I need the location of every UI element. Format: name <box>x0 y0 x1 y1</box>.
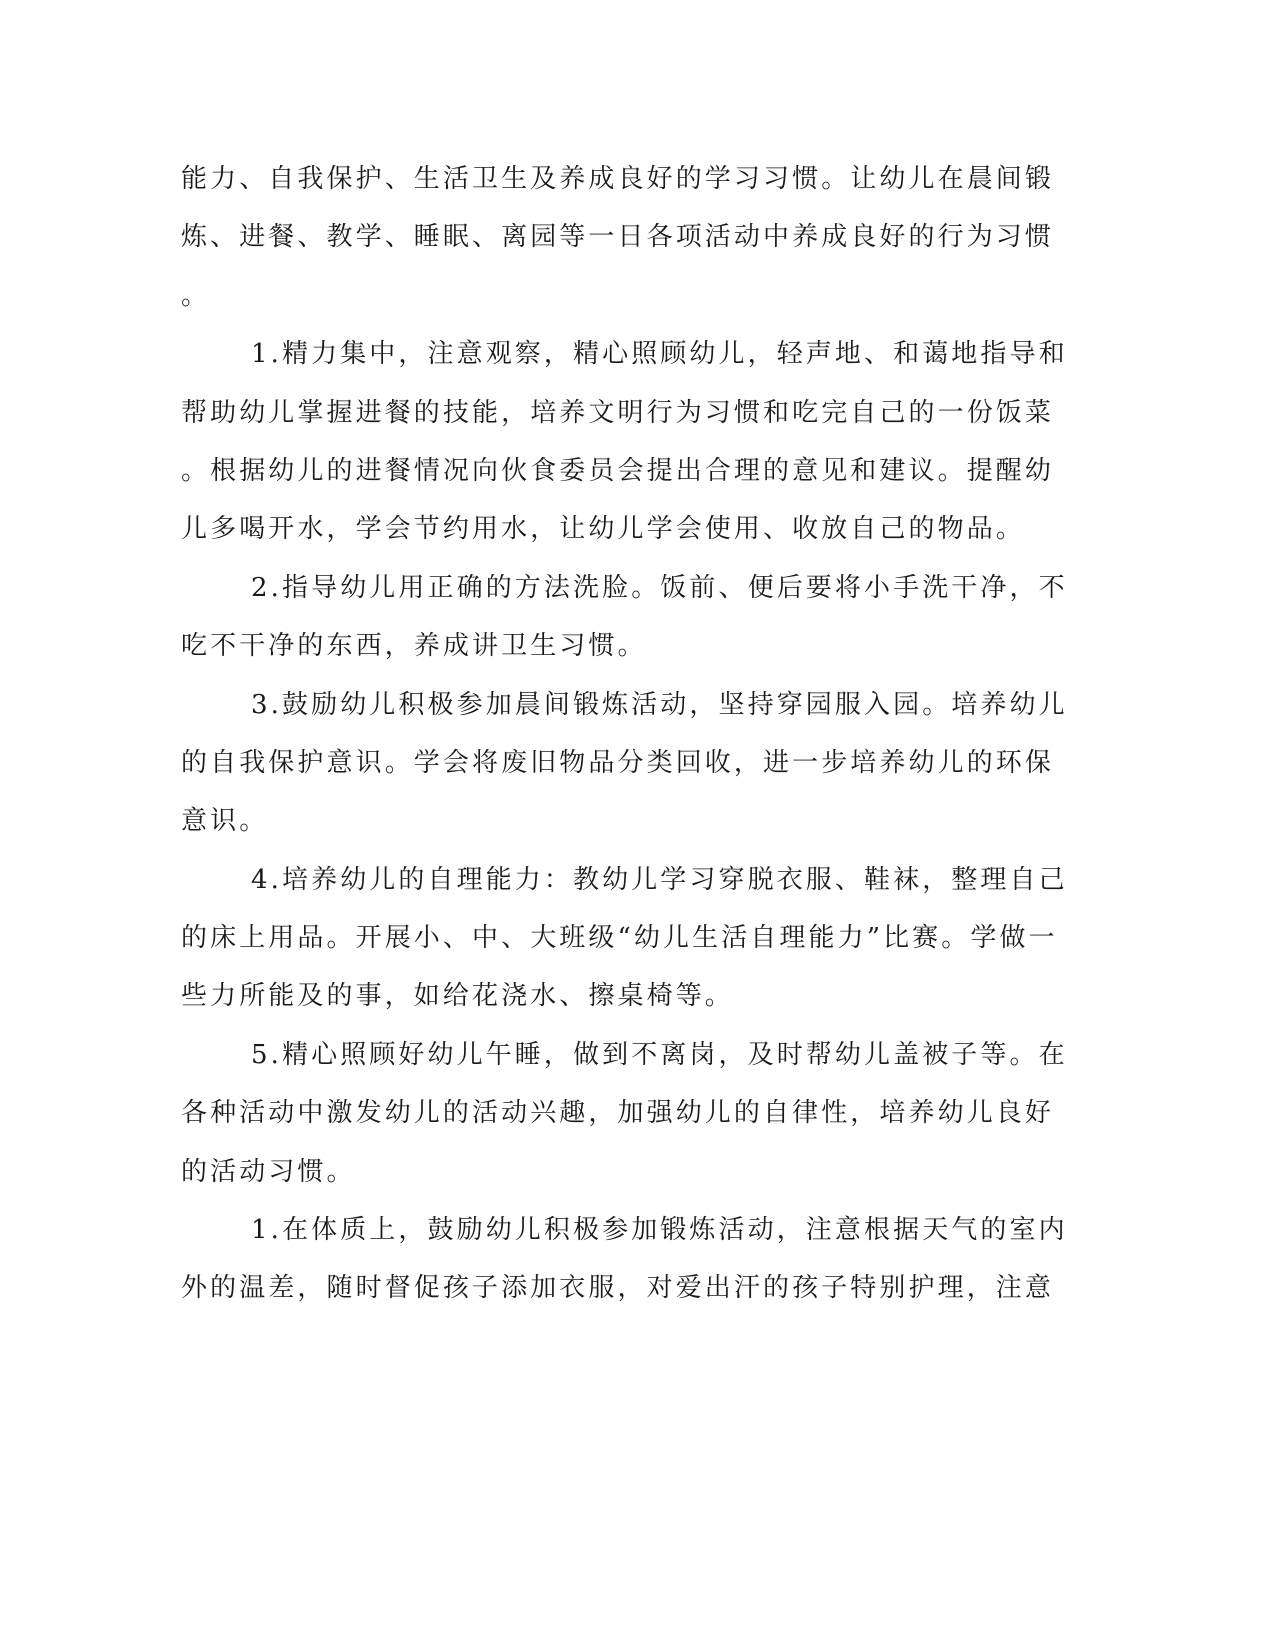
text-line: 帮助幼儿掌握进餐的技能，培养文明行为习惯和吃完自己的一份饭菜 <box>181 397 1055 428</box>
paragraph-first-line: 2.指导幼儿用正确的方法洗脸。饭前、便后要将小手洗干净，不 <box>251 572 1068 603</box>
text-line: 些力所能及的事，如给花浇水、擦桌椅等。 <box>181 981 734 1012</box>
paragraph-first-line: 1.在体质上，鼓励幼儿积极参加锻炼活动，注意根据天气的室内 <box>251 1215 1068 1246</box>
paragraph-first-line: 1.精力集中，注意观察，精心照顾幼儿，轻声地、和蔼地指导和 <box>251 339 1068 370</box>
paragraph-first-line: 5.精心照顾好幼儿午睡，做到不离岗，及时帮幼儿盖被子等。在 <box>251 1039 1068 1070</box>
text-line: 意识。 <box>181 806 269 837</box>
text-line: 能力、自我保护、生活卫生及养成良好的学习习惯。让幼儿在晨间锻 <box>181 164 1055 194</box>
text-line: 的床上用品。开展小、中、大班级“幼儿生活自理能力”比赛。学做一 <box>181 923 1058 954</box>
document-body <box>181 150 1068 1318</box>
text-line: 炼、进餐、教学、睡眠、离园等一日各项活动中养成良好的行为习惯 <box>181 222 1055 253</box>
text-line: 外的温差，随时督促孩子添加衣服，对爱出汗的孩子特别护理，注意 <box>181 1273 1055 1304</box>
text-line: 的活动习惯。 <box>181 1156 356 1187</box>
text-line: 。 <box>181 280 211 311</box>
text-line: 。根据幼儿的进餐情况向伙食委员会提出合理的意见和建议。提醒幼 <box>181 455 1055 486</box>
paragraph-first-line: 3.鼓励幼儿积极参加晨间锻炼活动，坚持穿园服入园。培养幼儿 <box>251 689 1068 720</box>
paragraph-first-line: 4.培养幼儿的自理能力：教幼儿学习穿脱衣服、鞋袜，整理自己 <box>251 864 1068 895</box>
text-line: 的自我保护意识。学会将废旧物品分类回收，进一步培养幼儿的环保 <box>181 747 1055 778</box>
text-line: 各种活动中激发幼儿的活动兴趣，加强幼儿的自律性，培养幼儿良好 <box>181 1098 1055 1129</box>
text-line: 儿多喝开水，学会节约用水，让幼儿学会使用、收放自己的物品。 <box>181 514 1025 545</box>
text-line: 吃不干净的东西，养成讲卫生习惯。 <box>181 631 647 662</box>
